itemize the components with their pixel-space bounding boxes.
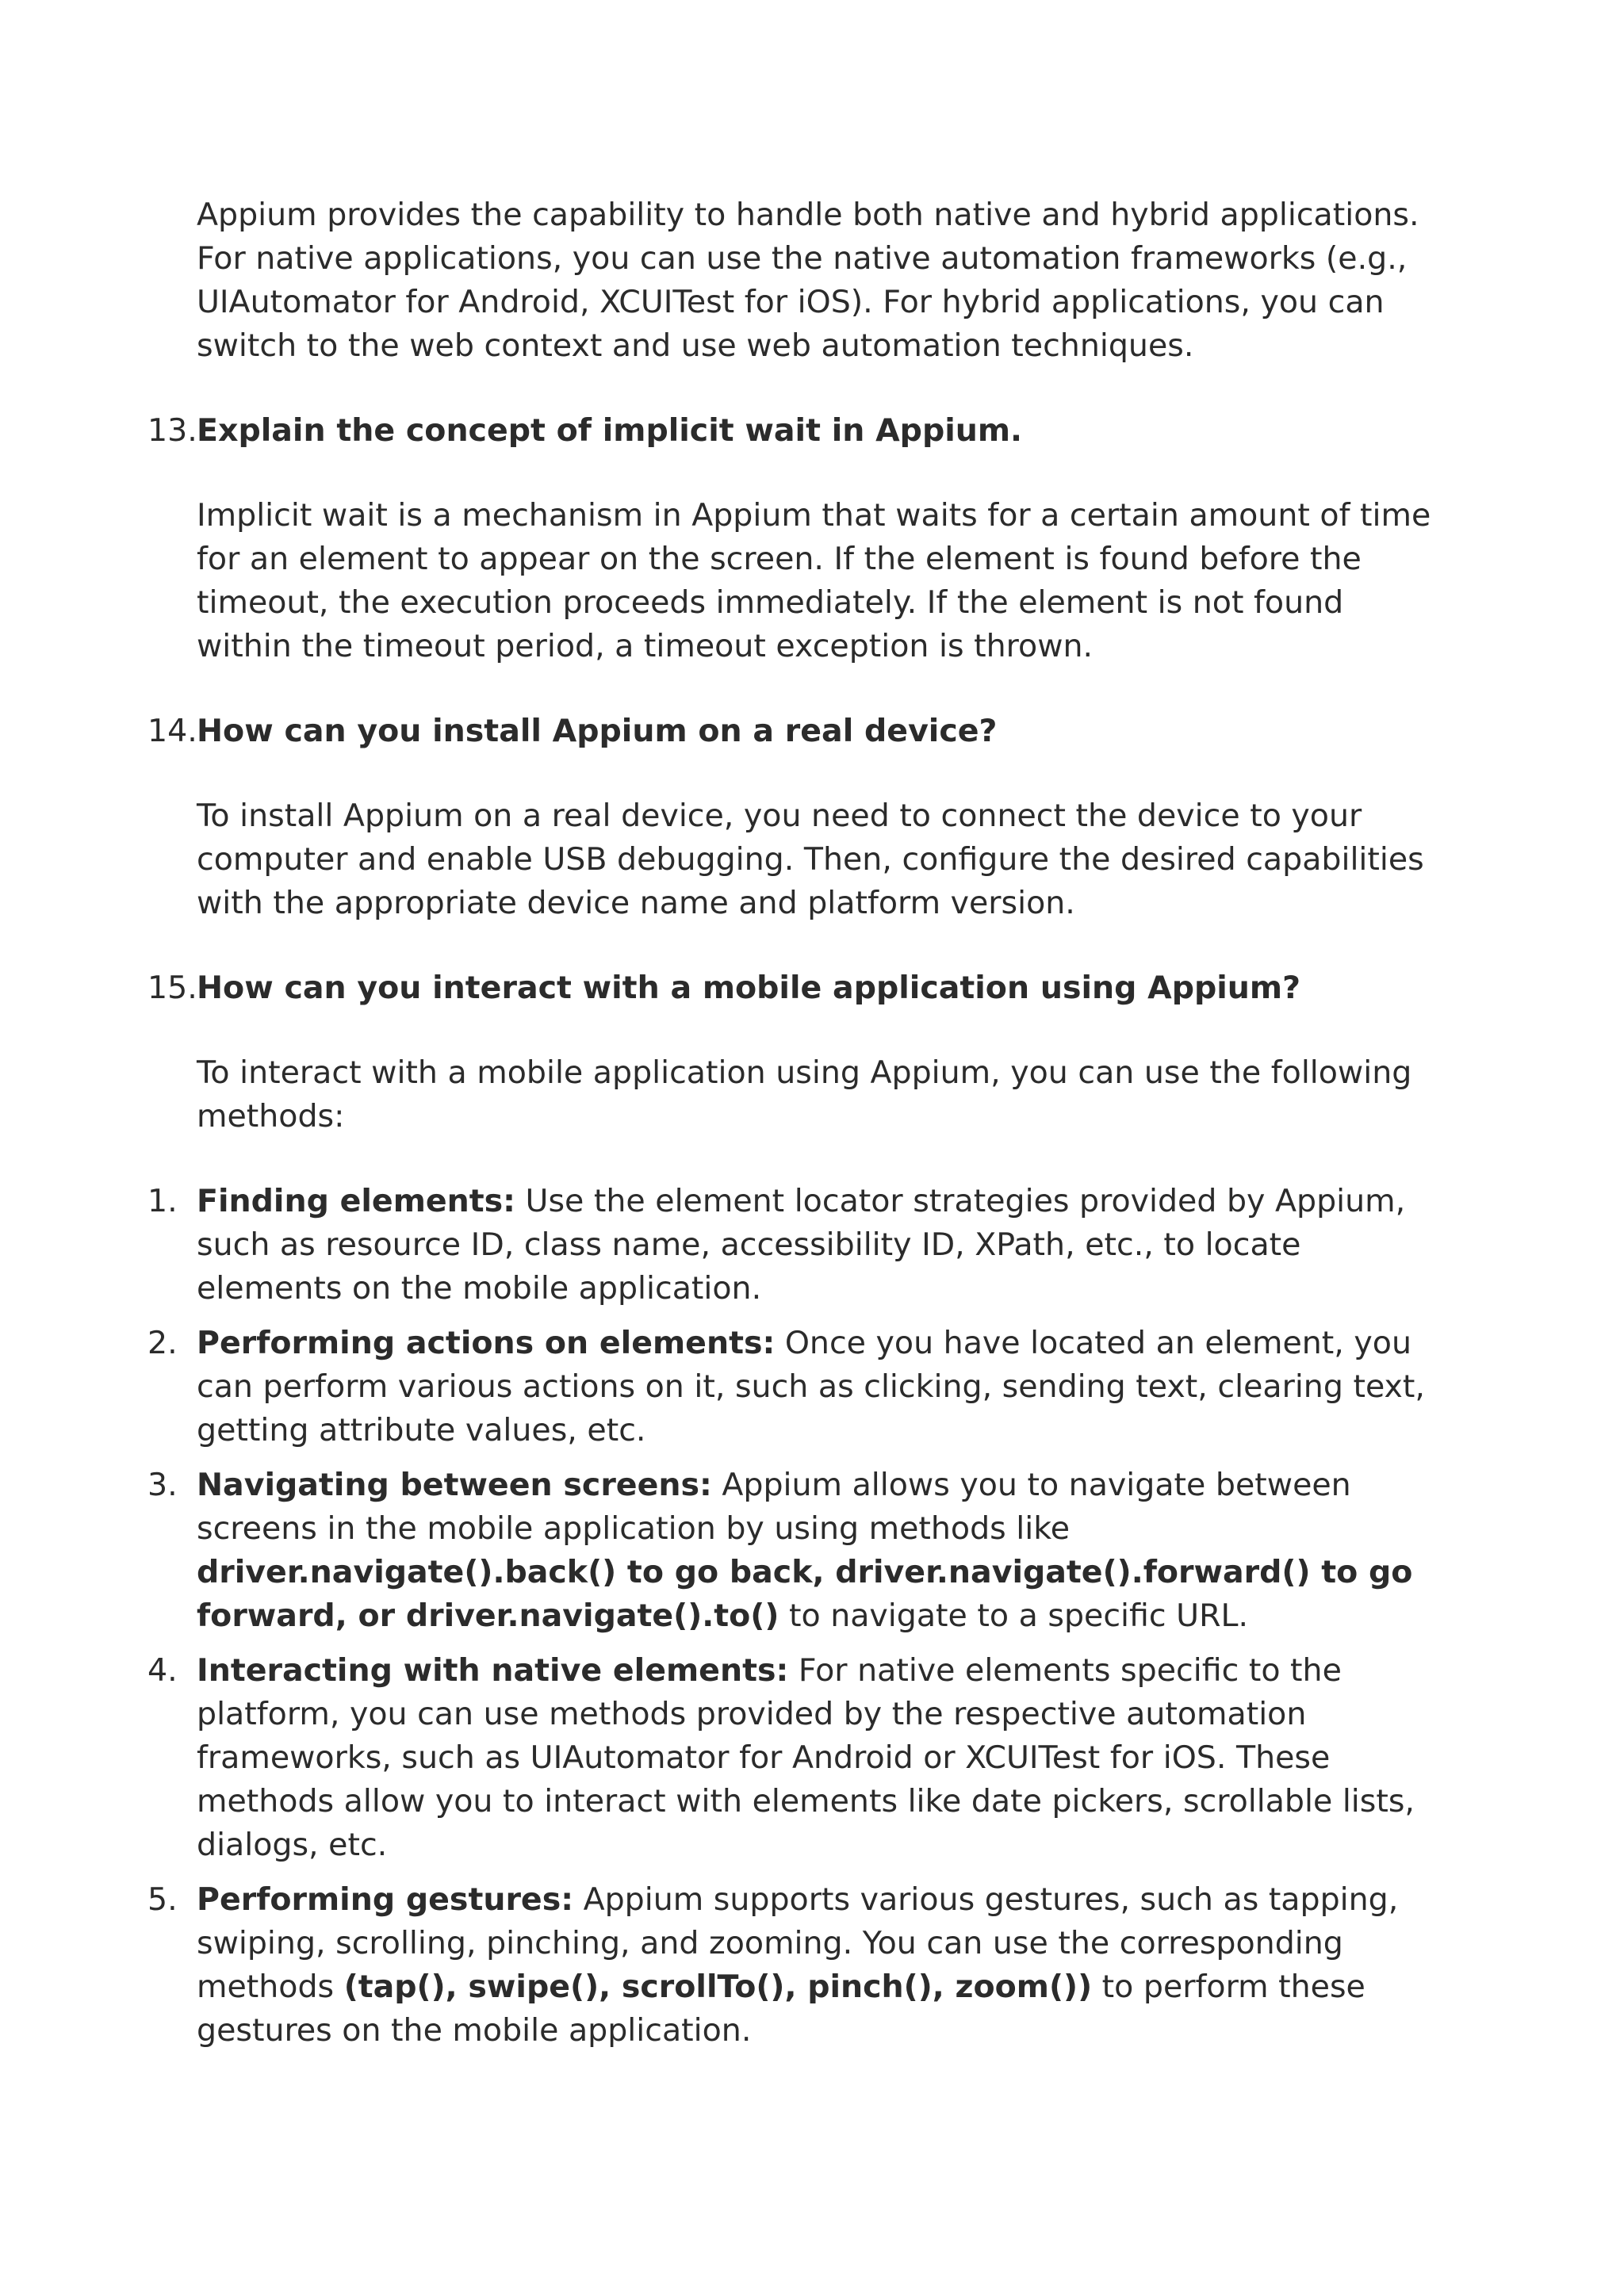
list-item-text: For native elements specific to the platform, you can use methods provided by the respective automation frameworks, such as UIAutomator for Android or XCUITest for iOS. These methods allow you to interact with elements like date pickers, scrollable lists, dialogs, etc. bbox=[197, 1652, 1415, 1863]
question-number: 15. bbox=[147, 970, 197, 1006]
question-13 bbox=[147, 409, 1448, 453]
list-item bbox=[147, 1464, 1448, 1638]
answer-paragraph: To install Appium on a real device, you need to connect the device to your computer and enable USB debugging. Then, configure the desired capabilities with the appropriate device name and platform version. bbox=[197, 798, 1424, 921]
list-item-body bbox=[197, 1878, 1448, 2053]
list-item bbox=[147, 1878, 1448, 2053]
list-item-body bbox=[197, 1649, 1448, 1867]
list-item-body bbox=[197, 1180, 1448, 1311]
list-item-title: Performing actions on elements: bbox=[197, 1325, 776, 1361]
question-title: How can you interact with a mobile application using Appium? bbox=[197, 970, 1300, 1006]
list-item-body bbox=[197, 1322, 1448, 1452]
list-item-number: 4. bbox=[147, 1652, 178, 1689]
answer-13 bbox=[147, 494, 1448, 668]
list-item-number: 1. bbox=[147, 1183, 178, 1219]
answer-paragraph: To interact with a mobile application using Appium, you can use the following methods: bbox=[197, 1054, 1412, 1135]
question-number: 14. bbox=[147, 713, 197, 749]
document-content bbox=[147, 193, 1448, 2064]
answer-15 bbox=[147, 1051, 1448, 1138]
list-item-text: Once you have located an element, you can perform various actions on it, such as clicking, sending text, clearing text, getting attribute values, etc. bbox=[197, 1325, 1425, 1448]
list-item-code: driver.navigate().back() to go back, driver.navigate().forward() to go forward, or driver.navigate().to() bbox=[197, 1554, 1413, 1634]
question-15 bbox=[147, 966, 1448, 1010]
list-item-text: Appium allows you to navigate between screens in the mobile application by using methods like bbox=[197, 1467, 1351, 1547]
list-item-title: Navigating between screens: bbox=[197, 1467, 712, 1503]
list-item-code: (tap(), swipe(), scrollTo(), pinch(), zoom()) bbox=[343, 1969, 1093, 2005]
intro-section bbox=[147, 193, 1448, 368]
answer-paragraph: Implicit wait is a mechanism in Appium that waits for a certain amount of time for an element to appear on the screen. If the element is found before the timeout, the execution proceeds immediately. If the element is not found within the timeout period, a timeout exception is thrown. bbox=[197, 497, 1431, 664]
methods-list bbox=[147, 1180, 1448, 2053]
question-title: How can you install Appium on a real device? bbox=[197, 713, 998, 749]
list-item-number: 2. bbox=[147, 1325, 178, 1361]
list-item-text: Use the element locator strategies provided by Appium, such as resource ID, class name, accessibility ID, XPath, etc., to locate elements on the mobile application. bbox=[197, 1183, 1406, 1307]
list-item-number: 3. bbox=[147, 1467, 178, 1503]
question-number: 13. bbox=[147, 412, 197, 449]
answer-14 bbox=[147, 794, 1448, 925]
list-item-text: to perform these gestures on the mobile application. bbox=[197, 1969, 1365, 2049]
list-item-number: 5. bbox=[147, 1881, 178, 1918]
list-item-title: Performing gestures: bbox=[197, 1881, 574, 1918]
list-item-text: to navigate to a specific URL. bbox=[779, 1598, 1249, 1634]
list-item bbox=[147, 1180, 1448, 1311]
list-item-text: Appium supports various gestures, such as tapping, swiping, scrolling, pinching, and zooming. You can use the corresponding methods bbox=[197, 1881, 1399, 2005]
list-item bbox=[147, 1322, 1448, 1452]
question-title: Explain the concept of implicit wait in Appium. bbox=[197, 412, 1023, 449]
list-item-title: Finding elements: bbox=[197, 1183, 515, 1219]
list-item-body bbox=[197, 1464, 1448, 1638]
list-item bbox=[147, 1649, 1448, 1867]
intro-paragraph: Appium provides the capability to handle both native and hybrid applications. For native applications, you can use the native automation frameworks (e.g., UIAutomator for Android, XCUITest for iOS). For hybrid applications, you can switch to the web context and use web automation techniques. bbox=[197, 197, 1419, 364]
list-item-title: Interacting with native elements: bbox=[197, 1652, 789, 1689]
question-14 bbox=[147, 710, 1448, 753]
